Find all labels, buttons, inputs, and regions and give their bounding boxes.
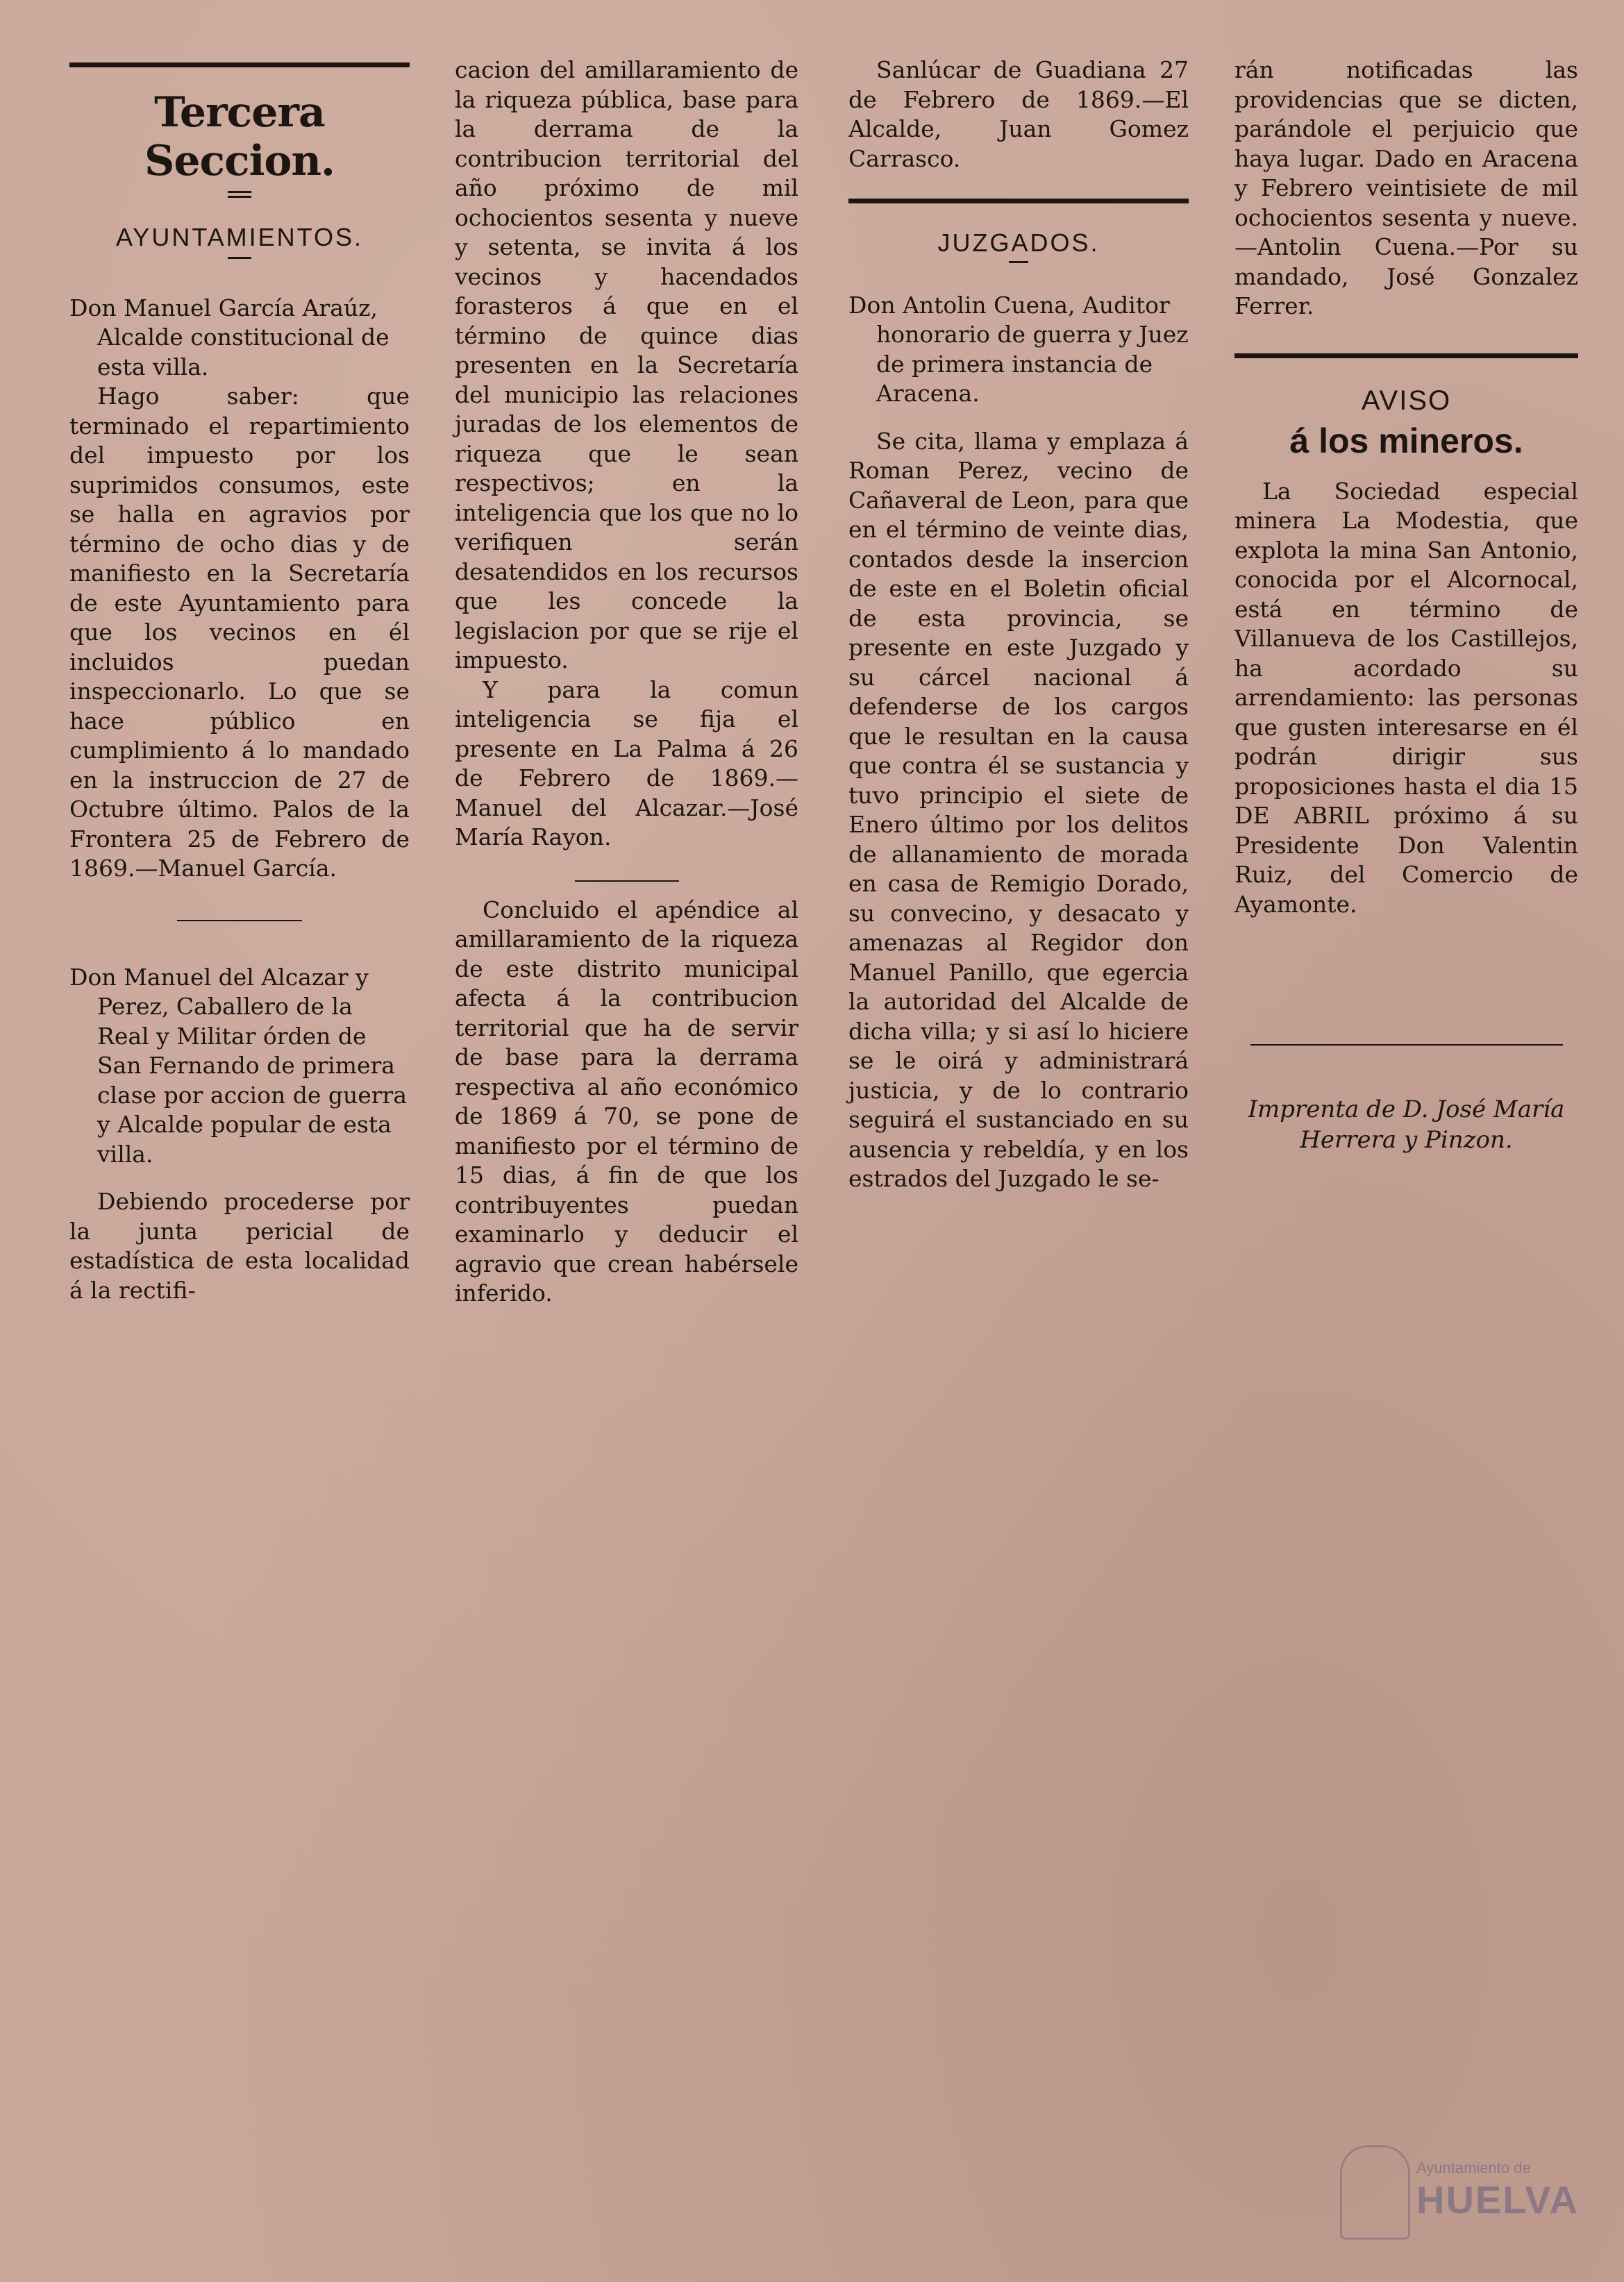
section-rule <box>848 199 1189 203</box>
huelva-seal-watermark <box>1340 2145 1410 2240</box>
separator-rule <box>575 880 679 882</box>
column-3 <box>848 56 1189 1194</box>
column-4 <box>1234 56 1578 1155</box>
separator-rule <box>177 920 302 921</box>
watermark-small: Ayuntamiento de <box>1416 2159 1531 2176</box>
col2-paragraph-3: Concluido el apéndice al amillaramiento de la riqueza de este distrito municipal afecta á la contribucion territorial que ha de servir de base para la derrama respectiva al año económico de 1869 á 70, se pone de manifiesto por el término de 15 dias, á fin de que los contribuyentes puedan examinarlo y deducir el agravio que crean habérsele inferido. <box>455 896 798 1307</box>
printer-imprint: Imprenta de D. José María Herrera y Pinzon. <box>1248 1096 1565 1154</box>
aviso-subtitle: á los mineros. <box>1289 421 1523 460</box>
heading-ayuntamientos: AYUNTAMIENTOS. <box>115 223 364 251</box>
edict-2-header: Don Manuel del Alcazar y Perez, Caballero de la Real y Militar órden de San Fernando de primera clase por accion de guerra y Alcalde popular de esta villa. <box>69 963 407 1168</box>
aviso-title: AVISO <box>1361 385 1452 416</box>
edict-1-header: Don Manuel García Araúz, Alcalde constitucional de esta villa. <box>69 294 390 380</box>
col2-paragraph-2: Y para la comun inteligencia se fija el presente en La Palma á 26 de Febrero de 1869.—Manuel del Alcazar.—José María Rayon. <box>455 676 798 850</box>
col2-paragraph-1: cacion del amillaramiento de la riqueza pública, base para la derrama de la contribucion territorial del año próximo de mil ochocientos sesenta y nueve y setenta, se invita á los vecinos y hacendados forasteros á que en el término de quince dias presenten en la Secretaría del municipio las relaciones juradas de los elementos de riqueza que le sean respectivos; en la inteligencia que los que no lo verifiquen serán desatendidos en los recursos que les concede la legislacion por que se rije el impuesto. <box>455 56 798 673</box>
column-1 <box>69 56 410 1305</box>
col4-paragraph-1: rán notificadas las providencias que se dicten, parándole el perjuicio que haya lugar. Dado en Aracena y Febrero veintisiete de mil ochocientos sesenta y nueve.—Antolin Cuena.—Por su mandado, José Gonzalez Ferrer. <box>1234 56 1578 319</box>
col3-closing: Sanlúcar de Guadiana 27 de Febrero de 1869.—El Alcalde, Juan Gomez Carrasco. <box>848 56 1189 172</box>
edict-1-body: Hago saber: que terminado el repartimiento del impuesto por los suprimidos consumos, este se halla en agravios por término de ocho dias y de manifiesto en la Secretaría de este Ayuntamiento para que los vecinos en él incluidos puedan inspeccionarlo. Lo que se hace público en cumplimiento á lo mandado en la instruccion de 27 de Octubre último. Palos de la Frontera 25 de Febrero de 1869.—Manuel García. <box>69 383 410 882</box>
juzgado-header: Don Antolin Cuena, Auditor honorario de guerra y Juez de primera instancia de Aracena. <box>848 291 1189 407</box>
column-2 <box>455 56 798 1309</box>
dash-divider <box>228 257 251 259</box>
aviso-body: La Sociedad especial minera La Modestia, que explota la mina San Antonio, conocida por el Alcornocal, está en término de Villanueva de los Castillejos, ha acordado su arrendamiento: las personas que gusten interesarse en él podrán dirigir sus proposiciones hasta el dia 15 DE ABRIL próximo á su Presidente Don Valentin Ruiz, del Comercio de Ayamonte. <box>1234 477 1578 918</box>
double-dash <box>228 191 251 198</box>
section-title: Tercera Seccion. <box>144 88 335 185</box>
juzgado-body: Se cita, llama y emplaza á Roman Perez, vecino de Cañaveral de Leon, para que en el término de veinte dias, contados desde la insercion de este en el Boletin oficial de esta provincia, se presente en este Juzgado y su cárcel nacional á defenderse de los cargos que le resultan en la causa que contra él se sustancia y tuvo principio el siete de Enero último por los delitos de allanamiento de morada en casa de Remigio Dorado, su convecino, y desacato y amenazas al Regidor don Manuel Panillo, que egercia la autoridad del Alcalde de dicha villa; y si así lo hiciere se le oirá y administrará justicia, y de lo contrario seguirá el sustanciado en su ausencia y rebeldía, y en los estrados del Juzgado le se- <box>848 427 1189 1192</box>
watermark-big: HUELVA <box>1416 2178 1579 2222</box>
heading-juzgados: JUZGADOS. <box>937 228 1100 257</box>
huelva-watermark-text <box>1416 2159 1579 2222</box>
separator-rule <box>1250 1044 1563 1046</box>
edict-2-body: Debiendo procederse por la junta pericial de estadística de esta localidad á la rectifi- <box>69 1188 410 1304</box>
dash-divider <box>1009 261 1028 263</box>
top-rule <box>69 62 410 67</box>
section-rule <box>1234 353 1578 358</box>
